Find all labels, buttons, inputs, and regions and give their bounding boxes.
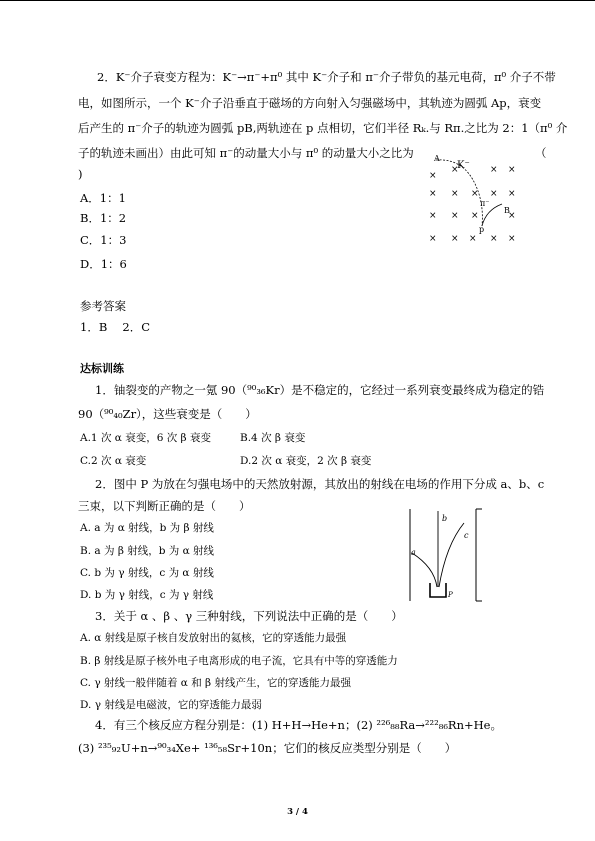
field-cross: × [508,211,516,221]
field-cross: × [508,234,516,244]
field-cross: × [490,165,498,175]
field-cross: × [451,211,459,221]
q3-option-b: B. β 射线是原子核外电子电离形成的电子流，它具有中等的穿透能力 [80,655,398,667]
k-meson-label: K⁻ [457,160,470,171]
answers-title: 参考答案 [80,299,126,313]
magnetic-field-diagram [424,150,524,246]
q3-option-a: A. α 射线是原子核自发放射出的氦核，它的穿透能力最强 [80,632,347,644]
q2b-line-2: 三束，以下判断正确的是（ ） [78,499,251,513]
point-p-label: p [479,225,485,234]
q2b-option-d: D. b 为 γ 射线，c 为 γ 射线 [80,589,214,601]
q1-option-b: B.4 次 β 衰变 [240,432,306,444]
q2-option-a: A．1：1 [80,191,126,205]
beam-c-label: c [464,531,469,540]
q2-line-4: 子的轨迹未画出）由此可知 π⁻的动量大小与 π⁰ 的动量大小之比为 [78,146,414,160]
q1-option-d: D.2 次 α 衰变，2 次 β 衰变 [240,455,372,467]
field-cross: × [429,211,437,221]
page-number: 3 / 4 [287,807,308,817]
q1-option-a: A.1 次 α 衰变，6 次 β 衰变 [80,432,211,444]
answers-line: 1．B 2．C [80,320,151,334]
q1-option-c: C.2 次 α 衰变 [80,455,147,467]
q4-line-1: 4．有三个核反应方程分别是：(1) H+H→He+n；(2) ²²⁶₈₈Ra→²²²₈₆Rn+He。 [95,718,502,732]
field-cross: × [451,189,459,199]
beam-b-label: b [442,514,448,523]
section-title: 达标训练 [80,362,124,375]
point-b-label: B [504,206,510,215]
q2-option-d: D．1：6 [80,257,127,271]
q3-option-c: C. γ 射线一般伴随着 α 和 β 射线产生，它的穿透能力最强 [80,677,351,689]
field-cross: × [508,189,516,199]
q2-paren-close: ) [78,167,83,181]
beam-a [412,553,437,587]
field-cross: × [469,234,477,244]
field-cross: × [471,189,479,199]
pion-label: π⁻ [480,199,490,208]
q2-paren-open: （ [535,146,547,160]
q3-option-d: D. γ 射线是电磁波，它的穿透能力最弱 [80,699,262,711]
source-label: P [448,591,453,599]
field-cross: × [451,165,459,175]
q1-line-1: 1．铀裂变的产物之一氪 90（⁹⁰₃₆Kr）是不稳定的，它经过一系列衰变最终成为稳定的锆 [95,383,545,397]
q3-stem: 3．关于 α 、β 、γ 三种射线，下列说法中正确的是（ ） [95,609,403,623]
q2-line-1: 2．K⁻介子衰变方程为：K⁻→π⁻+π⁰ 其中 K⁻介子和 π⁻介子带负的基元电荷，π⁰ 介子不带 [97,70,556,84]
q2-option-c: C．1：3 [80,233,127,247]
field-cross: × [451,234,459,244]
q2-line-3: 后产生的 π⁻介子的轨迹为圆弧 pB,两轨迹在 p 点相切，它们半径 Rₖ.与 Rπ.之比为 2：1（π⁰ 介 [78,121,568,135]
field-cross: × [471,211,479,221]
q2-option-b: B．1：2 [80,211,127,225]
q2-line-2: 电，如图所示，一个 K⁻介子沿垂直于磁场的方向射入匀强磁场中，其轨迹为圆弧 Ap，衰变 [78,96,542,110]
q2b-line-1: 2．图中 P 为放在匀强电场中的天然放射源，其放出的射线在电场的作用下分成 a、b、c [95,477,545,491]
page-top-rule [0,0,595,1]
q4-line-2: (3) ²³⁵₉₂U+n→⁹⁰₃₄Xe+ ¹³⁶₅₈Sr+10n；它们的核反应类型分别是（ ） [78,741,457,755]
field-cross: × [429,189,437,199]
q2b-option-b: B. a 为 β 射线，b 为 α 射线 [80,545,215,557]
field-cross: × [429,171,437,181]
point-a-label: A [434,154,440,163]
q1-line-2: 90（⁹⁰₄₀Zr），这些衰变是（ ） [78,407,257,421]
field-cross: × [490,189,498,199]
q2b-option-a: A. a 为 α 射线，b 为 β 射线 [80,522,214,534]
radiation-field-diagram [400,505,490,605]
field-cross: × [508,165,516,175]
beam-c [439,523,464,587]
beam-a-label: a [411,548,416,557]
q2b-option-c: C. b 为 γ 射线，c 为 α 射线 [80,567,214,579]
field-cross: × [429,234,437,244]
field-cross: × [490,234,498,244]
